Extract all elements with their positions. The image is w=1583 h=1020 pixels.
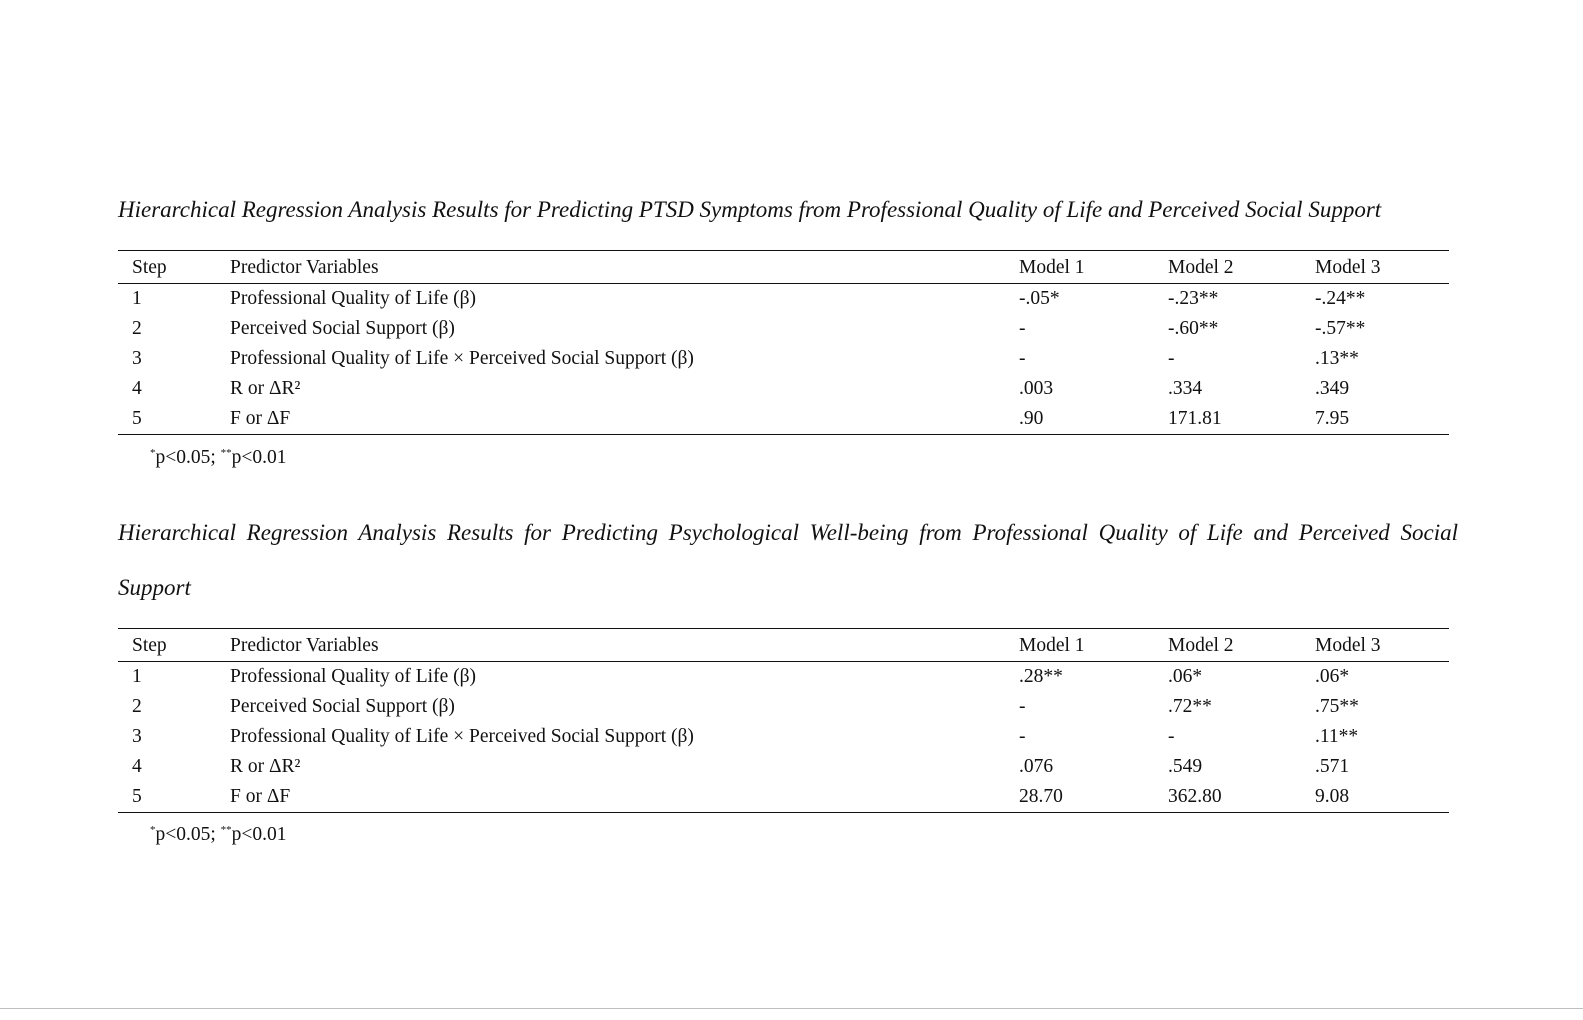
cell-predictor: Perceived Social Support (β) <box>230 696 455 717</box>
note-text-double: p<0.01 <box>231 824 287 845</box>
cell-predictor: F or ΔF <box>230 404 1019 435</box>
table-2-caption: Hierarchical Regression Analysis Results for Predicting Psychological Well-being from Professional Quality of Life and Perceived Social Support <box>118 520 1458 600</box>
table-1-significance-note <box>150 446 287 470</box>
cell-predictor: F or ΔF <box>230 782 1019 813</box>
cell-step: 3 <box>132 348 142 369</box>
cell-predictor: R or ΔR² <box>230 378 301 399</box>
header-step: Step <box>118 251 230 284</box>
table-row <box>118 662 1449 693</box>
cell-model-1: 28.70 <box>1019 782 1168 813</box>
cell-model-2: -.60** <box>1168 318 1219 339</box>
header-model-2: Model 2 <box>1168 251 1315 284</box>
table-2-significance-note <box>150 823 287 847</box>
table-header-row <box>118 251 1449 284</box>
header-model-1: Model 1 <box>1019 629 1168 662</box>
cell-model-3: .75** <box>1315 696 1359 717</box>
cell-model-1: .28** <box>1019 666 1063 687</box>
cell-model-3: .571 <box>1315 756 1350 777</box>
cell-step: 2 <box>132 696 142 717</box>
cell-model-2: - <box>1168 726 1175 747</box>
cell-model-3: -.24** <box>1315 288 1366 309</box>
cell-predictor: Perceived Social Support (β) <box>230 318 455 339</box>
cell-model-2: .06* <box>1168 666 1203 687</box>
cell-step: 5 <box>118 404 230 435</box>
cell-predictor: Professional Quality of Life (β) <box>230 666 477 687</box>
cell-model-1: - <box>1019 726 1026 747</box>
cell-step: 3 <box>132 726 142 747</box>
table-row <box>118 692 1449 722</box>
cell-model-1: .076 <box>1019 756 1054 777</box>
cell-model-2: 171.81 <box>1168 404 1315 435</box>
note-text-double: p<0.01 <box>231 447 287 468</box>
note-sup-double: ** <box>220 824 232 836</box>
cell-model-2: .72** <box>1168 696 1212 717</box>
table-row <box>118 344 1449 374</box>
cell-model-2: - <box>1168 348 1175 369</box>
cell-model-1: - <box>1019 318 1026 339</box>
header-predictor: Predictor Variables <box>230 629 1019 662</box>
cell-model-3: 9.08 <box>1315 782 1449 813</box>
cell-predictor: R or ΔR² <box>230 756 301 777</box>
cell-model-2: 362.80 <box>1168 782 1315 813</box>
table-2 <box>118 628 1449 813</box>
cell-model-1: .90 <box>1019 404 1168 435</box>
cell-model-1: -.05* <box>1019 288 1060 309</box>
cell-step: 4 <box>132 756 142 777</box>
cell-predictor: Professional Quality of Life × Perceived Social Support (β) <box>230 348 694 369</box>
cell-model-3: -.57** <box>1315 318 1366 339</box>
table-row <box>118 284 1449 315</box>
table-row <box>118 752 1449 782</box>
table-row <box>118 404 1449 435</box>
note-text-single: p<0.05; <box>155 447 221 468</box>
table-header-row <box>118 629 1449 662</box>
note-sup-single: * <box>150 824 156 836</box>
cell-model-2: .334 <box>1168 378 1203 399</box>
table-row <box>118 374 1449 404</box>
cell-model-3: .11** <box>1315 726 1359 747</box>
cell-model-1: - <box>1019 348 1026 369</box>
cell-predictor: Professional Quality of Life (β) <box>230 288 477 309</box>
header-model-1: Model 1 <box>1019 251 1168 284</box>
cell-step: 1 <box>132 666 142 687</box>
header-model-3: Model 3 <box>1315 629 1449 662</box>
cell-step: 5 <box>118 782 230 813</box>
header-predictor: Predictor Variables <box>230 251 1019 284</box>
cell-model-3: .349 <box>1315 378 1350 399</box>
note-sup-single: * <box>150 447 156 459</box>
table-row <box>118 782 1449 813</box>
cell-model-3: .13** <box>1315 348 1359 369</box>
header-model-3: Model 3 <box>1315 251 1449 284</box>
table-row <box>118 722 1449 752</box>
cell-step: 2 <box>132 318 142 339</box>
cell-model-1: - <box>1019 696 1026 717</box>
header-model-2: Model 2 <box>1168 629 1315 662</box>
table-1 <box>118 250 1449 435</box>
note-sup-double: ** <box>220 447 232 459</box>
cell-model-3: 7.95 <box>1315 404 1449 435</box>
cell-model-2: -.23** <box>1168 288 1219 309</box>
table-1-caption: Hierarchical Regression Analysis Results for Predicting PTSD Symptoms from Professional Quality of Life and Perceived Social Support <box>118 197 1382 222</box>
cell-model-2: .549 <box>1168 756 1203 777</box>
cell-step: 1 <box>132 288 142 309</box>
cell-predictor: Professional Quality of Life × Perceived Social Support (β) <box>230 726 694 747</box>
cell-step: 4 <box>132 378 142 399</box>
page-bottom-divider <box>0 1008 1583 1009</box>
header-step: Step <box>118 629 230 662</box>
cell-model-3: .06* <box>1315 666 1350 687</box>
note-text-single: p<0.05; <box>155 824 221 845</box>
cell-model-1: .003 <box>1019 378 1054 399</box>
table-row <box>118 314 1449 344</box>
